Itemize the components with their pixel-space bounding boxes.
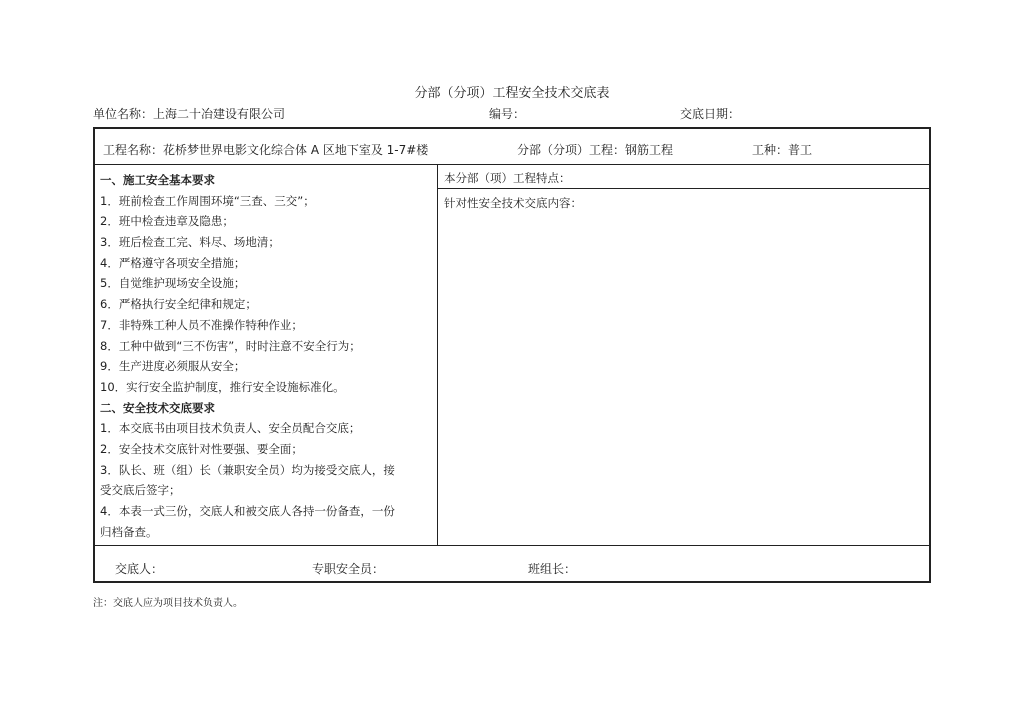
discloser-signature: 交底人：	[115, 562, 164, 576]
list-item: 归档备查。	[100, 524, 158, 539]
list-item: 2．班中检查违章及隐患；	[100, 214, 234, 229]
project-name: 工程名称：花桥梦世界电影文化综合体 A 区地下室及 1-7#楼	[103, 143, 429, 157]
requirements-list	[100, 170, 434, 542]
list-item: 2．安全技术交底针对性要强、要全面；	[100, 441, 303, 456]
list-item: 1．班前检查工作周围环境“三查、三交”；	[100, 193, 315, 208]
list-item: 1．本交底书由项目技术负责人、安全员配合交底；	[100, 421, 361, 436]
list-item: 7．非特殊工种人员不准操作特种作业；	[100, 317, 303, 332]
row-divider	[437, 188, 931, 189]
safety-officer-signature: 专职安全员：	[312, 562, 385, 576]
list-item: 受交底后签字；	[100, 483, 181, 498]
sub-project: 分部（分项）工程：钢筋工程	[517, 143, 674, 157]
column-divider	[437, 164, 438, 545]
unit-name: 单位名称：上海二十冶建设有限公司	[93, 107, 286, 121]
list-item: 4．严格遵守各项安全措施；	[100, 255, 246, 270]
list-item: 3．班后检查工完、料尽、场地清；	[100, 235, 280, 250]
list-item: 10．实行安全监护制度，推行安全设施标准化。	[100, 379, 345, 394]
list-item: 9．生产进度必须服从安全；	[100, 359, 246, 374]
disclosure-content-label: 针对性安全技术交底内容：	[444, 196, 582, 210]
list-item: 4．本表一式三份，交底人和被交底人各持一份备查，一份	[100, 504, 395, 518]
list-item: 3．队长、班（组）长（兼职安全员）均为接受交底人，接	[100, 462, 395, 477]
list-item: 二、安全技术交底要求	[100, 400, 215, 415]
page-title: 分部（分项）工程安全技术交底表	[414, 86, 610, 101]
number-field: 编号：	[489, 107, 526, 121]
list-item: 6．严格执行安全纪律和规定；	[100, 297, 257, 312]
list-item: 一、施工安全基本要求	[100, 173, 215, 187]
row-divider	[93, 164, 931, 165]
row-divider	[93, 545, 931, 546]
list-item: 8．工种中做到“三不伤害”，时时注意不安全行为；	[100, 338, 361, 353]
disclosure-date-field: 交底日期：	[680, 107, 741, 121]
team-leader-signature: 班组长：	[528, 562, 577, 576]
footnote: 注：交底人应为项目技术负责人。	[93, 598, 243, 609]
work-type: 工种：普工	[752, 143, 813, 157]
project-features-label: 本分部（项）工程特点：	[444, 171, 571, 185]
list-item: 5．自觉维护现场安全设施；	[100, 276, 246, 291]
